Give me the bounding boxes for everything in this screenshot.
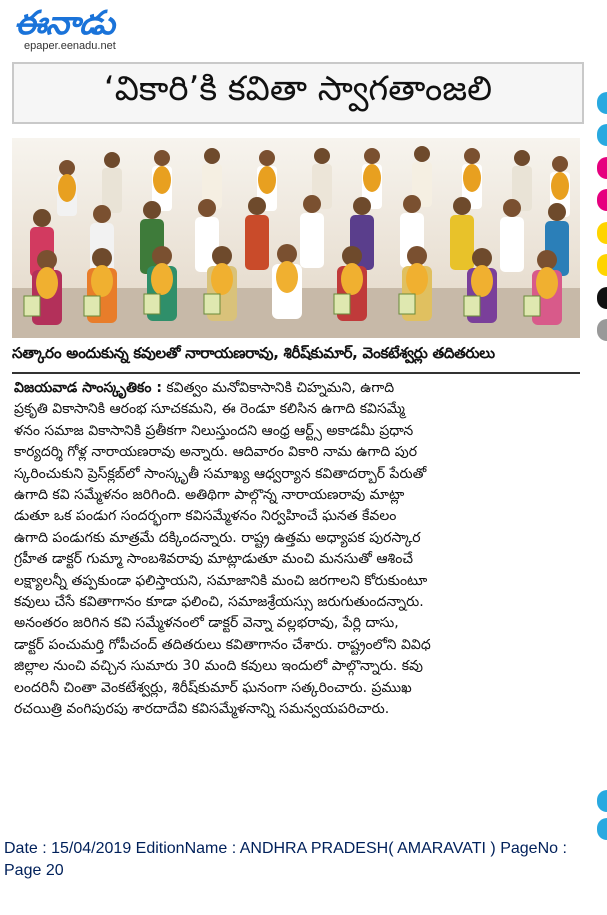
article-line: ళనం సమాజ వికాసానికి ప్రతీకగా నిలుస్తుందని ఆంధ్ర ఆర్ట్స్‌ అకాడమీ ప్రధాన bbox=[14, 422, 414, 439]
article-line-0-text: కవిత్వం మనోవికాసానికి చిహ్నమని, ఉగాది bbox=[166, 380, 395, 396]
article-dateline: విజయవాడ సాంస్కృతికం : bbox=[14, 380, 162, 396]
article-line: గ్రహీత డాక్టర్‌ గుమ్మా సాంబశివరావు మాట్లాడుతూ మంచి మనసుతో ఆశించే bbox=[14, 551, 413, 568]
edition-footer bbox=[4, 838, 604, 882]
caption-divider bbox=[12, 372, 580, 374]
article-line: లక్ష్యాలన్నీ తప్పకుండా ఫలిస్తాయని, సమాజానికి మంచి జరగాలని కోరుకుంటూ bbox=[14, 572, 428, 589]
article-line: స్కరించుకుని ప్రెస్‌క్లబ్‌లో సాంస్కృతీ సమాఖ్య ఆధ్వర్యాన కవితాదర్బార్‌ పేరుతో bbox=[14, 465, 427, 482]
photo-caption: సత్కారం అందుకున్న కవులతో నారాయణరావు, శిరీష్‌కుమార్‌, వెంకటేశ్వర్లు తదితరులు bbox=[12, 344, 495, 362]
article-body bbox=[14, 378, 582, 721]
registration-mark bbox=[597, 157, 607, 179]
headline: ‘వికారి’కి కవితా స్వాగతాంజలి bbox=[103, 69, 493, 109]
footer-line-1: Date : 15/04/2019 EditionName : ANDHRA PRADESH( AMARAVATI ) PageNo : bbox=[4, 840, 567, 857]
eenadu-logo-text: ఈనాడు bbox=[14, 3, 114, 42]
footer-line-2: Page 20 bbox=[4, 862, 64, 879]
article-line: డాక్టర్‌ పంచుమర్తి గోపీచంద్‌ తదితరులు కవితాగానం చేశారు. రాష్ట్రంలోని వివిధ bbox=[14, 636, 431, 653]
article-line: ఉగాది పండుగకు మాత్రమే దక్కిందన్నారు. రాష్ట్ర ఉత్తమ అధ్యాపక పురస్కార bbox=[14, 529, 421, 546]
registration-mark bbox=[597, 818, 607, 840]
headline-box bbox=[12, 62, 584, 124]
registration-mark bbox=[597, 222, 607, 244]
article-line: డుతూ ఒక పండుగ సందర్భంగా కవిసమ్మేళనం నిర్వహించే ఘనత కేవలం bbox=[14, 508, 397, 525]
group-photo-illustration bbox=[12, 138, 580, 338]
registration-mark bbox=[597, 790, 607, 812]
masthead-logo[interactable] bbox=[14, 4, 154, 54]
article-line: కవులు చేసే కవితాగానం కూడా ఫలించి, సమాజశ్రేయస్సు జరుగుతుందన్నారు. bbox=[14, 594, 424, 611]
article-line: రచయిత్రి వంగిపురపు శారదాదేవి కవిసమ్మేళనాన్ని సమన్వయపరిచారు. bbox=[14, 701, 390, 718]
article-line: కార్యదర్శి గోళ్ల నారాయణరావు అన్నారు. ఆదివారం వికారి నామ ఉగాది పుర bbox=[14, 444, 418, 461]
registration-mark bbox=[597, 124, 607, 146]
registration-mark bbox=[597, 319, 607, 341]
article-line: ప్రకృతి వికాసానికి ఆరంభ సూచకమని, ఈ రెండూ కలిసిన ఉగాది కవిసమ్మే bbox=[14, 401, 405, 418]
article-line: లందరినీ చింతా వెంకటేశ్వర్లు, శిరీష్‌కుమార్‌ ఘనంగా సత్కరించారు. ప్రముఖ bbox=[14, 679, 412, 696]
registration-mark bbox=[597, 287, 607, 309]
article-line: అనంతరం జరిగిన కవి సమ్మేళనంలో డాక్టర్‌ వెన్నా వల్లభరావు, పేర్లి దాసు, bbox=[14, 615, 399, 632]
registration-mark bbox=[597, 254, 607, 276]
registration-mark bbox=[597, 92, 607, 114]
news-photo bbox=[12, 138, 580, 338]
article-line: జిల్లాల నుంచి వచ్చిన సుమారు 30 మంది కవులు ఇందులో పాల్గొన్నారు. కవు bbox=[14, 658, 423, 675]
epaper-url: epaper.eenadu.net bbox=[24, 40, 116, 52]
article-line: ఉగాది కవి సమ్మేళనం జరిగింది. అతిథిగా పాల్గొన్న నారాయణరావు మాట్లా bbox=[14, 487, 405, 504]
article-line-0 bbox=[14, 378, 582, 399]
registration-mark bbox=[597, 189, 607, 211]
